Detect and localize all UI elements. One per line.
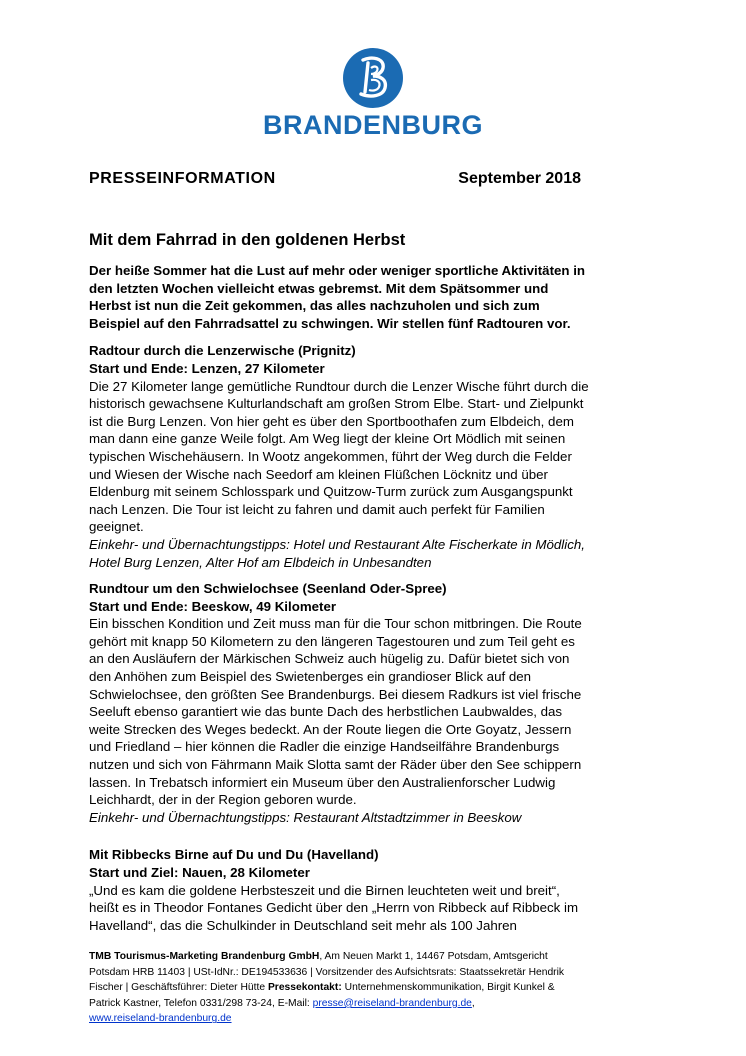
footer-contact-label: Pressekontakt: [267,982,342,994]
intro-paragraph: Der heiße Sommer hat die Lust auf mehr oder weniger sportliche Aktivitäten in den letzten Wochen vielleicht etwas gebremst. Mit dem Spätsommer und Herbst ist nun die Zeit gekommen, das alles nachzuholen und sich zum Beispiel auf den Fahrradsattel zu schwingen. Wir stellen fünf Radtouren vor. [89,263,586,331]
section-heading: Rundtour um den Schwielochsee (Seenland Oder-Spree) [89,581,447,597]
brandenburg-b-logo-icon [341,46,405,110]
section-heading: Mit Ribbecks Birne auf Du und Du (Havelland) [89,847,379,863]
page-footer [89,949,584,1027]
footer-email-link[interactable]: presse@reiseland-brandenburg.de [312,997,472,1009]
press-header [89,170,581,188]
section-ribbeck [89,846,589,934]
section-tip: Einkehr- und Übernachtungstipps: Hotel und Restaurant Alte Fischerkate in Mödlich, Hotel Burg Lenzen, Alter Hof am Elbdeich in Unbesandten [89,536,585,570]
section-subheading: Start und Ende: Lenzen, 27 Kilometer [89,360,325,376]
section-body: „Und es kam die goldene Herbsteszeit und die Birnen leuchteten weit und breit“, heißt es in Theodor Fontanes Gedicht über den „Herrn von Ribbeck auf Ribbeck im Havelland“, das die Schulkinder in Deutschland seit mehr als 100 Jahren [89,882,579,933]
footer-company: TMB Tourismus-Marketing Brandenburg GmbH [89,951,320,962]
section-subheading: Start und Ziel: Nauen, 28 Kilometer [89,865,310,880]
section-schwielochsee [89,580,589,826]
brandenburg-logo [0,46,746,110]
section-body: Ein bisschen Kondition und Zeit muss man für die Tour schon mitbringen. Die Route gehört mit knapp 50 Kilometern zu den längeren Tagestouren und zum Teil geht es an den Ausläufern der Märkischen Schweiz auch hügelig zu. Dafür bietet sich von den Anhöhen zum Beispiel des Swietenberges ein grandioser Blick auf den Schwielochsee, den größten See Brandenburgs. Bei diesem Radkurs ist viel frische Seeluft ebenso garantiert wie das bunte Dach des herbstlichen Laubwaldes, das weite Strecken des Weges bedeckt. An der Route liegen die Orte Goyatz, Jessern und Friedland – hier können die Radler die einzige Handseilfähre Brandenburgs nutzen und sich von Fährmann Maik Slotta samt der Räder über den See schippern lassen. In Trebatsch informiert ein Museum über den Australienforscher Ludwig Leichhardt, der in der Region geboren wurde. [89,616,582,808]
section-tip: Einkehr- und Übernachtungstipps: Restaurant Altstadtzimmer in Beeskow [89,809,522,825]
footer-website-link[interactable]: www.reiseland-brandenburg.de [89,1013,232,1025]
section-body: Die 27 Kilometer lange gemütliche Rundtour durch die Lenzer Wische führt durch die historisch gewachsene Kulturlandschaft am großen Strom Elbe. Start- und Zielpunkt ist die Burg Lenzen. Von hier geht es über den Sportboothafen zum Elbdeich, dem man dann eine ganze Weile folgt. Am Weg liegt der kleine Ort Mödlich mit seinen typischen Wischehäusern. In Wootz angekommen, führt der Weg durch die Felder und Wiesen der Wische nach Seedorf am kleinen Flüßchen Löcknitz und über Eldenburg mit seinem Schlosspark und Quitzow-Turm zurück zum Ausgangspunkt nach Lenzen. Die Tour ist leicht zu fahren und damit auch perfekt für Familien geeignet. [89,378,589,535]
footer-text-contact: Unternehmenskommunikation, Birgit Kunkel & Patrick Kastner, Telefon 0331/298 73-24, E-Mail: [89,982,555,1009]
section-subheading: Start und Ende: Beeskow, 49 Kilometer [89,598,337,614]
section-lenzerwische [89,342,589,571]
brandenburg-wordmark: BRANDENBURG [263,110,483,140]
press-label: PRESSEINFORMATION [89,170,276,187]
document-body [89,262,589,943]
section-heading: Radtour durch die Lenzerwische (Prignitz) [89,343,356,359]
footer-separator: , [471,997,475,1009]
footer-text-legal: , Am Neuen Markt 1, 14467 Potsdam, Amtsgericht Potsdam HRB 11403 | USt-IdNr.: DE194533636 | Vorsitzender des Aufsichtsrats: Staatssekretär Hendrik Fischer | Geschäftsführer: Dieter Hütte [89,951,565,994]
document-title: Mit dem Fahrrad in den goldenen Herbst [89,231,406,249]
press-date: September 2018 [458,170,581,187]
